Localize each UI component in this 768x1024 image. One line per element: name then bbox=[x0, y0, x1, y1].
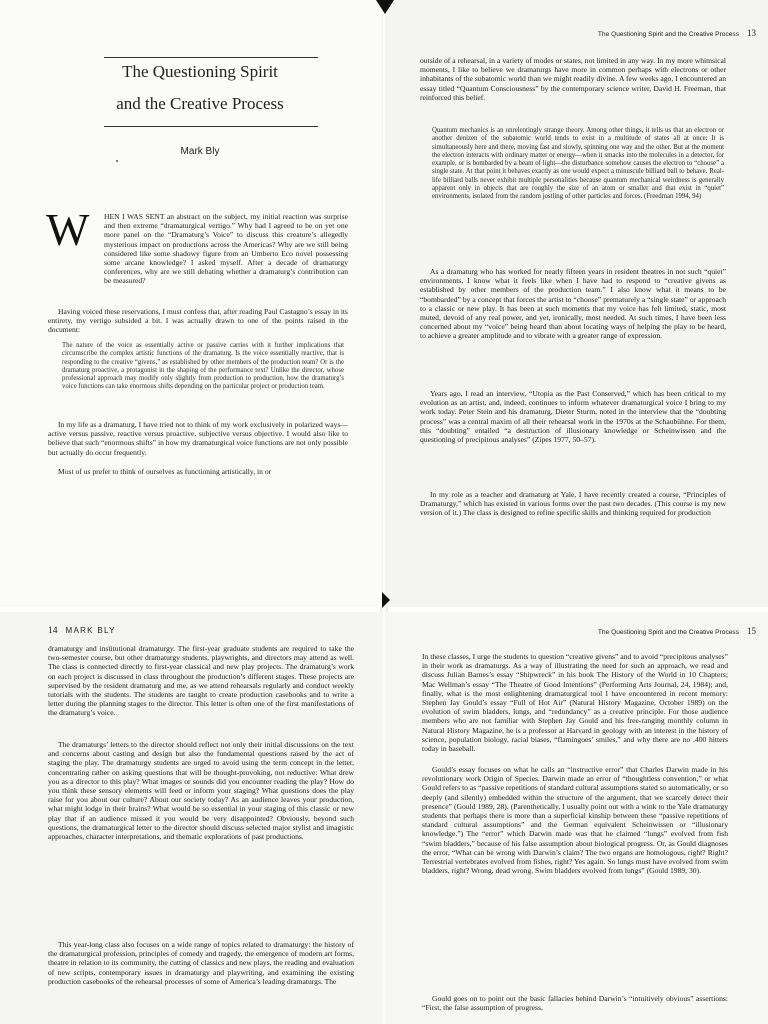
running-head-title: The Questioning Spirit and the Creative Process bbox=[597, 629, 739, 636]
paragraph-1-text: In these classes, I urge the students to question “creative givens” and to avoid “precipitous analyses” in their work as dramaturgs. As a way of illustrating the need for such an approach, we read and discuss Julian Barnes’s essay “Shipwreck” in his book The History of the World in 10 Chapters; Mac Wellman’s essay “The Theatre of Good Intentions” (Performing Arts Journal, 24, 1984); and, finally, what is the most enlightening dramaturgical tool I have encountered in recent memory: Stephen Jay Gould’s essay “Full of Hot Air” (Natural History Magazine, October 1989) on the evolution of swim bladders, lungs, and “redundancy” as a creative principle. For those audience members who are not familiar with Stephen Jay Gould and his free-ranging monthly column in Natural History Magazine, he is a professor at Harvard in geology with an interest in the history of science, population biology, racial biases, “flamingoes’ smiles,” and why there are no .400 hitters today in baseball. bbox=[422, 652, 728, 754]
paragraph-3 bbox=[422, 994, 728, 1012]
page-12 bbox=[0, 0, 382, 607]
page-number-15: 15 bbox=[747, 626, 756, 636]
drop-cap: W bbox=[46, 204, 90, 255]
opening-text: HEN I WAS SENT an abstract on the subject, my initial reaction was surprise and then extreme “dramaturgical vertigo.” Why had I agreed to be on yet one more panel on the “Dramaturg’s Voice” to discuss this creature’s allegedly mysterious impact on productions across the Americas? Why are we still being considered like some shadowy figure from an Umberto Eco novel possessing some arcane knowledge? I asked myself. After a decade of dramaturgy conferences, why are we still debating whether a dramaturg’s contribution can be measured? bbox=[104, 212, 348, 286]
running-head-15 bbox=[598, 626, 756, 636]
paragraph-1-text: dramaturgy and institutional dramaturgy. The first-year graduate students are required to take the two-semester course, but other dramaturgy students, playwrights, and directors may attend as well. The class is connected directly to first-year classical and new play projects. The dramaturg’s work on each project is discussed in class throughout the production’s different stages. These projects are supervised by the resident dramaturg and me, as we attend rehearsals regularly and conduct weekly tutorials with the students. The students are taught to create production casebooks and to write a letter during the planning stages to the director. This letter is often one of the first manifestations of the dramaturg’s voice. bbox=[48, 644, 354, 718]
page-15 bbox=[386, 612, 768, 1024]
paragraph-4-text: In my role as a teacher and dramaturg at Yale, I have recently created a course, “Principles of Dramaturgy,” which has existed in various forms over the past two decades. (This course is my new version of it.) The class is designed to refine specific skills and thinking required for production bbox=[420, 490, 726, 518]
paragraph-2 bbox=[48, 307, 348, 335]
block-quote bbox=[62, 342, 344, 392]
running-head-14 bbox=[48, 626, 116, 636]
block-quote bbox=[432, 127, 724, 202]
paragraph-1-text: outside of a rehearsal, in a variety of modes or states, not limited in any way. In my more whimsical moments, I like to believe we dramaturgs have more in common perhaps with electrons or other inhabitants of the subatomic world than we might readily divine. A few weeks ago, I encountered an essay titled “Quantum Consciousness” by the contemporary science writer, David H. Freeman, that reinforced this belief. bbox=[420, 56, 726, 102]
paragraph-2-text: Having voiced these reservations, I must confess that, after reading Paul Castagno’s essay in its entirety, my vertigo subsided a bit. I was actually drawn to one of the points raised in the document: bbox=[48, 307, 348, 335]
essay-title-line-2: and the Creative Process bbox=[116, 94, 284, 113]
page-number-13: 13 bbox=[747, 28, 756, 38]
paragraph-1 bbox=[48, 644, 354, 718]
page-number-14: 14 bbox=[48, 626, 58, 636]
opening-paragraph bbox=[46, 204, 348, 286]
paragraph-3-text: In my life as a dramaturg, I have tried not to think of my work exclusively in polarized ways—active versus passive, reactive versus proactive, subjective versus objective. I would also like to believe that such “enormous shifts” in how my dramaturgical voice functions are not only possible but actually do occur frequently. bbox=[48, 420, 348, 457]
title-rule-top bbox=[104, 57, 318, 58]
running-head-author: MARK BLY bbox=[65, 626, 116, 635]
scan-corner-mark bbox=[376, 0, 394, 14]
running-head-13 bbox=[598, 28, 756, 38]
stray-mark bbox=[116, 160, 118, 162]
block-quote-text: The nature of the voice as essentially active or passive carries with it further implications that circumscribe the complex artistic functions of the dramaturg. Is the voice essentially reactive, that is responding to the creative “givens,” as established by other members of the production team? Or is the dramaturg proactive, a protagonist in the shaping of the performance text? Unlike the director, whose professional approach may modify only slightly from production to production, how the dramaturg’s voice functions can take enormous shifts depending on the particular project or production team. bbox=[62, 342, 344, 391]
page-13 bbox=[386, 0, 768, 607]
paragraph-4 bbox=[420, 490, 726, 518]
title-rule-bottom bbox=[104, 126, 318, 127]
paragraph-3-text: Gould goes on to point out the basic fallacies behind Darwin’s “intuitively obvious” assertions: “First, the false assumption of progress, bbox=[422, 994, 728, 1013]
paragraph-2 bbox=[48, 740, 354, 841]
scan-gutter-mark bbox=[382, 592, 390, 608]
paragraph-3-text: Years ago, I read an interview, “Utopia as the Past Conserved,” which has been critical to my evolution as an artist, and, indeed, continues to inform whatever dramaturgical voice I bring to my work today. Peter Stein and his dramaturg, Dieter Sturm, noted in the interview that the “doubting process” was a central maxim of all their rehearsal work in the 1970s at the Schaubühne. For them, this “doubting” entailed “a destruction of illusionary knowledge or Scheinwissen and the questioning of precipitous analyses” (Zipes 1977, 50–57). bbox=[420, 389, 726, 445]
paragraph-4-text: Most of us prefer to think of ourselves as functioning artistically, in or bbox=[58, 467, 272, 476]
running-head-title: The Questioning Spirit and the Creative Process bbox=[597, 31, 739, 38]
block-quote-text: Quantum mechanics is an unrelentingly strange theory. Among other things, it tells us that an electron or another denizen of the subatomic world tends to exist in a multitude of states all at once: It is simultaneously here and there, moving fast and slowly, spinning one way and the other. But at the moment the electron interacts with ordinary matter or energy—when it smacks into the molecules in a detector, for example, or is bombarded by a beam of light—the disturbance somehow causes the electron to “choose” a single state. At that point it behaves exactly as one would expect a minuscule billiard ball to behave. Real-life billiard balls never exhibit multiple personalities because quantum mechanical weirdness is generally apparent only in objects that are roughly the size of an atom or smaller and that exist in “quiet” environments, isolated from the random jostling of other particles and forces. (Freedman 1994, 94) bbox=[432, 127, 724, 201]
essay-title-line-1: The Questioning Spirit bbox=[122, 62, 278, 81]
paragraph-1 bbox=[422, 652, 728, 753]
paragraph-2-text: The dramaturgs’ letters to the director should reflect not only their initial discussions on the text and concerns about casting and design but also the fundamental questions raised by the act of staging the play. The dramaturgy students are urged to avoid using the term concept in the letter, concentrating rather on asking questions that will be thought-provoking, not reductive: What drew you as a director to this play? What images or sounds did you encounter reading the play? How do you think these sensory elements will feed or inform your staging? What questions does the play raise for you about our culture? About our society today? As an audience leaves your production, what might lodge in their brains? What would be so essential in your staging of this classic or new play that if an audience missed it you would be very disappointed? Obviously, beyond such questions, the dramaturgical letter to the director should discuss selected major stylist and imagistic approaches, character interpretations, and thematic explorations of past productions. bbox=[48, 740, 354, 842]
paragraph-3 bbox=[420, 389, 726, 444]
paragraph-2 bbox=[422, 765, 728, 875]
paragraph-1 bbox=[420, 56, 726, 102]
paragraph-4 bbox=[48, 467, 348, 476]
paragraph-2-text: As a dramaturg who has worked for nearly fifteen years in resident theatres in not such “quiet” environments, I know what it feels like when I have had to respond to “creative givens as established by other members of the production team.” I also know what it means to be “bombarded” by a concept that forces the artist to “choose” prematurely a “single state” or approach to a classic or new play. It has been at such moments that my voice has felt limited, static, most muted, devoid of any real power, and yet, ironically, most needed. At such times, I have been less concerned about my “voice” being heard than about locating ways of helping the play to be heard, to achieve a greater amplitude and to vibrate with a greater range of expression. bbox=[420, 267, 726, 341]
page-14 bbox=[0, 612, 382, 1024]
author-name: Mark Bly bbox=[180, 146, 220, 157]
paragraph-3 bbox=[48, 420, 348, 457]
paragraph-3 bbox=[48, 940, 354, 986]
paragraph-3-text: This year-long class also focuses on a wide range of topics related to dramaturgy: the history of the dramaturgical profession, principles of comedy and tragedy, the emergence of modern art forms, theatre in relation to its community, the cutting of classics and new plays, the reading and evaluation of new scripts, contemporary issues in dramaturgy and playwriting, and examining the existing production casebooks of the rehearsal processes of some of America’s leading dramaturgs. The bbox=[48, 940, 354, 986]
paragraph-2-text: Gould’s essay focuses on what he calls an “instructive error” that Charles Darwin made in his revolutionary work Origin of Species. Darwin made an error of “thoughtless convention,” or what Gould refers to as “passive repetitions of standard cultural assumptions stated so automatically, or so deeply (and silently) embedded within the structure of the argument, that we scarcely detect their presence” (Gould 1989, 28). (Parenthetically, I usually point out with a wink to the Yale dramaturgy students that perhaps there is more than a superficial kinship between these “passive repetitions of standard cultural assumptions” and the German equivalent Scheinwissen or “illusionary knowledge.”) The “error” which Darwin made was that he claimed “lungs” evolved from fish “swim bladders,” because of his false assumption about biological progress. Or, as Gould diagnoses the error, “What can be wrong with Darwin’s claim? The two organs are homologous, right? Right? Terrestrial vertebrates evolved from fishes, right? Yes again. So lungs must have evolved from swim bladders, right? Wrong, dead wrong. Swim bladders evolved from lungs” (Gould 1989, 30). bbox=[422, 765, 728, 876]
paragraph-2 bbox=[420, 267, 726, 341]
